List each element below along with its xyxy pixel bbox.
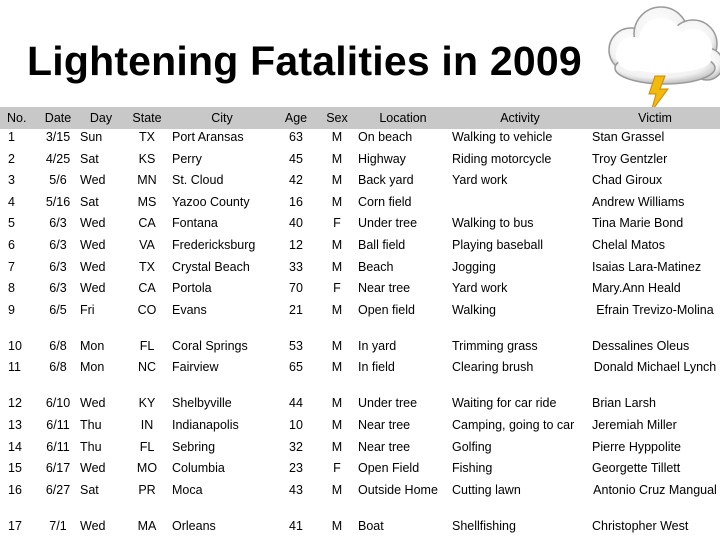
cell-age: 32 <box>289 439 303 454</box>
cell-activity: Fishing <box>452 461 493 476</box>
cell-city: Perry <box>172 151 202 166</box>
table-row <box>0 259 720 281</box>
cell-location: In field <box>358 360 395 375</box>
cell-age: 53 <box>289 338 303 353</box>
cell-sex: M <box>331 338 343 353</box>
cell-victim: Georgette Tillett <box>592 461 681 476</box>
cell-age: 42 <box>289 173 303 188</box>
cell-activity: Walking <box>452 302 496 317</box>
cell-state: FL <box>139 338 155 353</box>
col-header-victim: Victim <box>590 107 720 129</box>
cell-date: 6/8 <box>49 360 67 375</box>
cell-state: VA <box>139 237 155 252</box>
cell-date: 6/5 <box>49 302 67 317</box>
storm-cloud-lightning-icon <box>603 4 720 116</box>
cell-activity: Camping, going to car <box>452 417 575 432</box>
cell-location: Beach <box>358 259 394 274</box>
cell-day: Wed <box>80 461 106 476</box>
cell-day: Sat <box>80 482 99 497</box>
cell-age: 10 <box>289 417 303 432</box>
cell-location: Outside Home <box>358 482 438 497</box>
col-header-age: Age <box>274 107 318 129</box>
fatalities-table <box>0 107 720 539</box>
cell-city: Columbia <box>172 461 225 476</box>
cell-victim: Donald Michael Lynch <box>593 360 717 375</box>
cell-age: 45 <box>289 151 303 166</box>
cell-age: 70 <box>289 281 303 296</box>
cell-no: 7 <box>8 259 15 274</box>
cell-state: NC <box>137 360 157 375</box>
table-row <box>0 129 720 151</box>
cell-city: Crystal Beach <box>172 259 250 274</box>
table-row <box>0 172 720 194</box>
cell-sex: M <box>331 151 343 166</box>
table-row <box>0 280 720 302</box>
cell-location: Back yard <box>358 173 414 188</box>
table-row <box>0 395 720 417</box>
cell-day: Wed <box>80 237 106 252</box>
cell-sex: F <box>333 216 341 231</box>
cell-date: 6/3 <box>49 259 67 274</box>
cell-date: 6/10 <box>45 396 71 411</box>
cell-activity: Yard work <box>452 173 508 188</box>
slide-title: Lightening Fatalities in 2009 <box>27 38 582 84</box>
cell-sex: F <box>333 461 341 476</box>
table-row <box>0 194 720 216</box>
cell-city: Evans <box>172 302 207 317</box>
cell-sex: M <box>331 237 343 252</box>
cell-victim: Jeremiah Miller <box>592 417 677 432</box>
cell-age: 65 <box>289 360 303 375</box>
cell-location: Ball field <box>358 237 406 252</box>
cell-location: Near tree <box>358 417 411 432</box>
cell-state: MS <box>137 194 157 209</box>
cell-state: CA <box>138 216 156 231</box>
cell-city: St. Cloud <box>172 173 224 188</box>
cell-victim: Stan Grassel <box>592 130 665 144</box>
cell-no: 12 <box>8 396 22 411</box>
cell-age: 21 <box>289 302 303 317</box>
cell-location: Open field <box>358 302 415 317</box>
cell-no: 4 <box>8 194 15 209</box>
cell-state: CA <box>138 281 156 296</box>
cell-no: 6 <box>8 237 15 252</box>
cell-victim: Christopher West <box>592 518 689 533</box>
cell-day: Sat <box>80 151 99 166</box>
table-row <box>0 151 720 173</box>
cell-no: 11 <box>8 360 21 375</box>
cell-activity: Jogging <box>452 259 496 274</box>
cell-activity: Golfing <box>452 439 492 454</box>
cell-no: 1 <box>8 130 15 144</box>
cell-day: Wed <box>80 259 106 274</box>
cell-activity: Walking to bus <box>452 216 534 231</box>
cell-age: 63 <box>289 130 303 144</box>
cell-location: Open Field <box>358 461 420 476</box>
cell-age: 40 <box>289 216 303 231</box>
cell-activity <box>450 194 590 216</box>
cell-sex: M <box>331 360 343 375</box>
cell-day: Wed <box>80 518 106 533</box>
table-row <box>0 338 720 360</box>
cell-location: Near tree <box>358 281 411 296</box>
cell-date: 6/3 <box>49 216 67 231</box>
cell-sex: M <box>331 259 343 274</box>
cell-state: KS <box>138 151 156 166</box>
cell-date: 5/16 <box>45 194 71 209</box>
table-row <box>0 417 720 439</box>
cell-location: Under tree <box>358 396 418 411</box>
cell-day: Mon <box>80 338 105 353</box>
cell-victim: Chelal Matos <box>592 237 665 252</box>
col-header-city: City <box>170 107 274 129</box>
cell-day: Wed <box>80 216 106 231</box>
cell-city: Indianapolis <box>172 417 239 432</box>
cell-victim: Brian Larsh <box>592 396 656 411</box>
cell-no: 2 <box>8 151 15 166</box>
cell-city: Moca <box>172 482 203 497</box>
cell-sex: M <box>331 130 343 144</box>
cell-state: MN <box>137 173 157 188</box>
cell-city: Sebring <box>172 439 216 454</box>
cell-activity: Clearing brush <box>452 360 534 375</box>
cell-day: Wed <box>80 173 106 188</box>
cell-victim: Isaias Lara-Matinez <box>592 259 702 274</box>
col-header-state: State <box>124 107 170 129</box>
cell-victim: Dessalines Oleus <box>592 338 690 353</box>
cell-activity: Playing baseball <box>452 237 544 252</box>
cell-city: Coral Springs <box>172 338 248 353</box>
cell-victim: Mary.Ann Heald <box>592 281 681 296</box>
cell-date: 6/17 <box>45 461 71 476</box>
cell-sex: M <box>331 302 343 317</box>
cell-age: 23 <box>289 461 303 476</box>
cell-location: Near tree <box>358 439 411 454</box>
cell-activity: Cutting lawn <box>452 482 521 497</box>
cell-activity: Waiting for car ride <box>452 396 557 411</box>
table-row <box>0 439 720 461</box>
cell-location: Boat <box>358 518 384 533</box>
cell-age: 33 <box>289 259 303 274</box>
cell-victim: Andrew Williams <box>592 194 685 209</box>
cell-activity: Trimming grass <box>452 338 538 353</box>
cell-no: 5 <box>8 216 15 231</box>
cell-day: Thu <box>80 439 102 454</box>
cell-no: 15 <box>8 461 22 476</box>
table-row <box>0 302 720 338</box>
cell-age: 43 <box>289 482 303 497</box>
col-header-no: No. <box>0 107 38 129</box>
cell-day: Wed <box>80 396 106 411</box>
table-body <box>0 129 720 539</box>
cell-date: 6/11 <box>46 417 70 432</box>
cell-city: Yazoo County <box>172 194 250 209</box>
cell-sex: M <box>331 173 343 188</box>
cell-state: MA <box>137 518 157 533</box>
cell-victim: Pierre Hyppolite <box>592 439 681 454</box>
cell-victim: Efrain Trevizo-Molina <box>596 302 714 317</box>
cell-sex: F <box>333 281 341 296</box>
cell-date: 3/15 <box>45 130 71 144</box>
cell-state: KY <box>138 396 156 411</box>
cell-age: 41 <box>289 518 303 533</box>
cell-age: 12 <box>289 237 303 252</box>
cell-date: 6/27 <box>45 482 71 497</box>
cell-state: TX <box>139 259 155 274</box>
cell-date: 4/25 <box>45 151 71 166</box>
cell-location: Under tree <box>358 216 418 231</box>
table-row <box>0 215 720 237</box>
cell-victim: Troy Gentzler <box>592 151 668 166</box>
cell-city: Orleans <box>172 518 216 533</box>
cell-location: Highway <box>358 151 406 166</box>
col-header-day: Day <box>78 107 124 129</box>
cell-date: 5/6 <box>49 173 67 188</box>
cell-day: Mon <box>80 360 105 375</box>
cell-no: 9 <box>8 302 15 317</box>
cell-city: Portola <box>172 281 212 296</box>
table-header-row <box>0 107 720 129</box>
cell-activity: Shellfishing <box>452 518 516 533</box>
cell-city: Shelbyville <box>172 396 232 411</box>
table-row <box>0 237 720 259</box>
cell-state: IN <box>140 417 154 432</box>
col-header-date: Date <box>38 107 78 129</box>
cell-state: CO <box>137 302 157 317</box>
cell-no: 17 <box>8 518 22 533</box>
cell-activity: Walking to vehicle <box>452 130 553 144</box>
table-row <box>0 482 720 518</box>
cell-day: Thu <box>80 417 102 432</box>
cell-date: 6/3 <box>49 237 67 252</box>
cell-sex: M <box>331 439 343 454</box>
table-row <box>0 359 720 395</box>
cell-city: Fontana <box>172 216 218 231</box>
cell-state: TX <box>139 130 155 144</box>
cell-no: 14 <box>8 439 22 454</box>
col-header-activity: Activity <box>450 107 590 129</box>
cell-no: 10 <box>8 338 22 353</box>
cell-day: Sat <box>80 194 99 209</box>
cell-day: Wed <box>80 281 106 296</box>
cell-city: Port Aransas <box>172 130 244 144</box>
table-row <box>0 460 720 482</box>
cell-age: 16 <box>289 194 303 209</box>
cell-city: Fairview <box>172 360 219 375</box>
cell-location: On beach <box>358 130 413 144</box>
cell-sex: M <box>331 396 343 411</box>
cell-day: Fri <box>80 302 95 317</box>
cell-date: 6/11 <box>46 439 70 454</box>
cell-no: 13 <box>8 417 22 432</box>
cell-state: MO <box>136 461 158 476</box>
cell-location: In yard <box>358 338 397 353</box>
cell-no: 8 <box>8 281 15 296</box>
cell-victim: Chad Giroux <box>592 173 663 188</box>
cell-city: Fredericksburg <box>172 237 256 252</box>
cell-sex: M <box>331 518 343 533</box>
cell-day: Sun <box>80 130 103 144</box>
cell-activity: Yard work <box>452 281 508 296</box>
cell-sex: M <box>331 417 343 432</box>
cell-no: 16 <box>8 482 22 497</box>
cell-date: 6/8 <box>49 338 67 353</box>
cell-victim: Antonio Cruz Mangual <box>593 482 717 497</box>
cell-sex: M <box>331 482 343 497</box>
cell-date: 6/3 <box>49 281 67 296</box>
cell-sex: M <box>331 194 343 209</box>
cell-activity: Riding motorcycle <box>452 151 552 166</box>
col-header-location: Location <box>356 107 450 129</box>
table-row <box>0 518 720 540</box>
cell-no: 3 <box>8 173 15 188</box>
cell-state: PR <box>138 482 156 497</box>
cell-state: FL <box>139 439 155 454</box>
cell-age: 44 <box>289 396 303 411</box>
cell-location: Corn field <box>358 194 412 209</box>
cell-victim: Tina Marie Bond <box>592 216 684 231</box>
cell-date: 7/1 <box>49 518 67 533</box>
col-header-sex: Sex <box>318 107 356 129</box>
